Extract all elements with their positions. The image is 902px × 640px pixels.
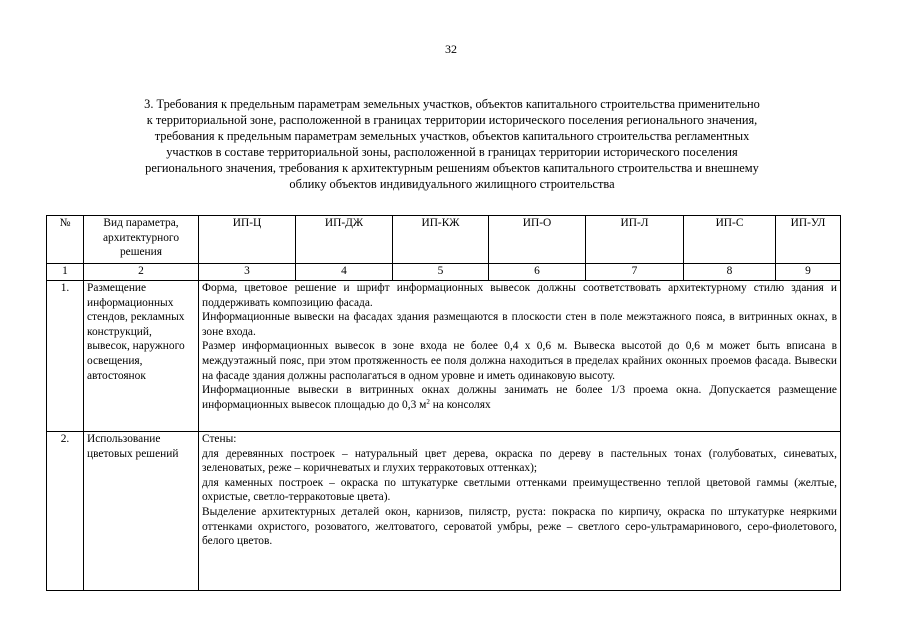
row-number: 1. — [47, 281, 84, 432]
column-number: 5 — [393, 264, 489, 281]
heading-line: участков в составе территориальной зоны, расположенной в границах территории исторического поселения — [166, 145, 738, 159]
row-content — [199, 432, 841, 591]
column-number: 7 — [586, 264, 684, 281]
row-number: 2. — [47, 432, 84, 591]
header-cell-ip-s: ИП-С — [684, 216, 776, 264]
requirements-table — [46, 215, 841, 591]
column-number: 2 — [84, 264, 199, 281]
column-number: 3 — [199, 264, 296, 281]
column-number-row — [47, 264, 841, 281]
header-cell-ip-ul: ИП-УЛ — [776, 216, 841, 264]
table-header-row — [47, 216, 841, 264]
column-number: 9 — [776, 264, 841, 281]
header-cell-ip-o: ИП-О — [489, 216, 586, 264]
content-paragraph-last — [202, 383, 837, 412]
row-param: Размещение информационных стендов, рекламных конструкций, вывесок, наружного освещения, автостоянок — [84, 281, 199, 432]
content-paragraph: Размер информационных вывесок в зоне входа не более 0,4 х 0,6 м. Вывеска высотой до 0,6 м может быть вписана в междуэтажный пояс, при этом протяженность ее поля должна находиться в пределах крайних оконных проемов фасада. Вывески на фасаде здания должны располагаться в одном уровне и иметь одинаковую высоту. — [202, 340, 837, 382]
row-param: Использование цветовых решений — [84, 432, 199, 591]
section-heading — [62, 96, 842, 192]
content-paragraph: Форма, цветовое решение и шрифт информационных вывесок должны соответствовать архитектурному стилю здания и поддерживать композицию фасада. — [202, 282, 837, 309]
content-paragraph: Стены: — [202, 433, 237, 445]
page-number: 32 — [445, 42, 457, 56]
content-paragraph: для деревянных построек – натуральный цвет дерева, окраска по дереву в пастельных тонах (голубоватых, синеватых, зеленоватых, реже – коричневатых и глухих терракотовых оттенках); — [202, 447, 837, 475]
heading-line: требования к предельным параметрам земельных участков, объектов капитального строительства регламентных — [154, 129, 750, 143]
heading-line: облику объектов индивидуального жилищного строительства — [289, 177, 615, 191]
row-content — [199, 281, 841, 432]
heading-line: к территориальной зоне, расположенной в границах территории исторического поселения регионального значения, — [146, 113, 758, 127]
header-cell-ip-l: ИП-Л — [586, 216, 684, 264]
column-number: 6 — [489, 264, 586, 281]
content-text-tail: на консолях — [429, 398, 491, 411]
content-text: Информационные вывески в витринных окнах должны занимать не более 1/3 проема окна. Допускается размещение информационных вывесок площадью до 0,3 м — [202, 384, 837, 411]
header-cell-ip-kzh: ИП-КЖ — [393, 216, 489, 264]
heading-line: 3. Требования к предельным параметрам земельных участков, объектов капитального строительства применительно — [144, 97, 760, 111]
table-row — [47, 281, 841, 432]
content-paragraph: Выделение архитектурных деталей окон, карнизов, пилястр, руста: покраска по кирпичу, окраска по штукатурке неяркими оттенками охристого, розоватого, желтоватого, сероватой умбры, реже – светлого серо-ультрамаринового, серо-фиолетового, белого цветов. — [202, 505, 837, 548]
column-number: 4 — [296, 264, 393, 281]
header-cell-ip-dzh: ИП-ДЖ — [296, 216, 393, 264]
header-cell-no: № — [47, 216, 84, 264]
superscript: 2 — [426, 397, 430, 406]
content-paragraph: Информационные вывески на фасадах здания размещаются в плоскости стен в поле межэтажного пояса, в витринных окнах, в зоне входа. — [202, 311, 837, 338]
heading-line: регионального значения, требования к архитектурным решениям объектов капитального строительства и внешнему — [145, 161, 759, 175]
column-number: 1 — [47, 264, 84, 281]
header-cell-param: Вид параметра, архитектурного решения — [84, 216, 199, 264]
content-paragraph: для каменных построек – окраска по штукатурке светлыми оттенками преимущественно теплой цветовой гаммы (желтые, охристые, светло-терракотовые цвета). — [202, 476, 837, 504]
table-row — [47, 432, 841, 591]
column-number: 8 — [684, 264, 776, 281]
header-cell-ip-c: ИП-Ц — [199, 216, 296, 264]
